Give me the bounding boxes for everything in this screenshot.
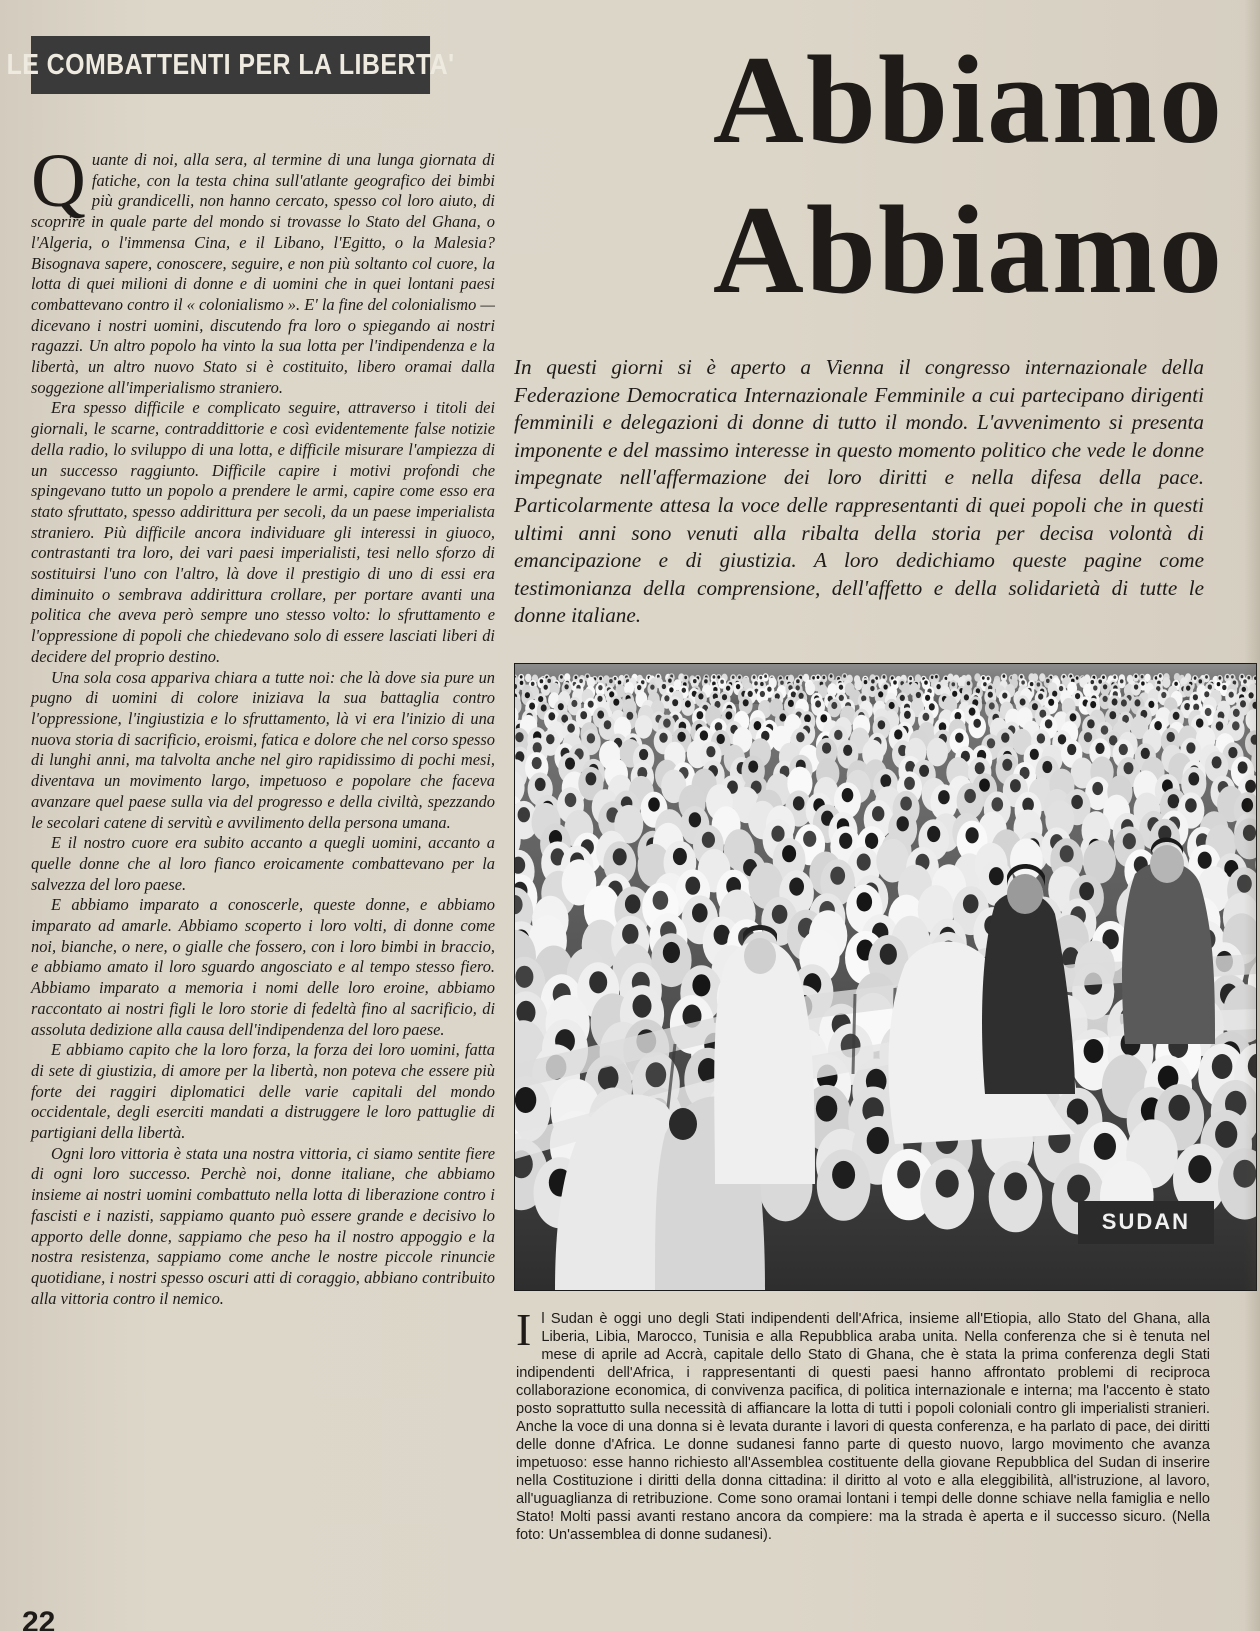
photo-caption [516,1304,1210,1544]
article-paragraph-1: Quante di noi, alla sera, al termine di una lunga giornata di fatiche, con la testa china sull'atlante geografico dei bimbi più grandicelli, non hanno cercato, spesso col loro aiuto, di scoprire in quale parte del mondo si trovasse lo Stato del Ghana, o l'Algeria, o l'immensa Cina, e il Libano, l'Egitto, o la Malesia? Bisognava sapere, conoscere, seguire, e non più soltanto col cuore, la lotta di quei milioni di donne e di uomini che in quei lontani paesi combattevano contro il « colonialismo ». E' la fine del colonialismo — dicevano i nostri uomini, discutendo fra loro o spiegando ai nostri ragazzi. Un altro popolo ha vinto la sua lotta per l'indipendenza e la libertà, un altro nuovo Stato si è costituito, libero oramai dalla soggezione all'imperialismo straniero. [31,139,495,397]
page-edge-shadow [1244,0,1260,1631]
sudan-assembly-photo [514,663,1257,1291]
article-paragraph-4: E il nostro cuore era subito accanto a quegli uomini, accanto a quelle donne che al loro fianco eroicamente combattevano per la salvezza del loro paese. [31,833,495,894]
article-paragraph-3: Una sola cosa appariva chiara a tutte noi: che là dove sia pure un pugno di uomini di colore iniziava la sua battaglia contro l'oppressione, l'ingiustizia e lo sfruttamento, là vi era l'inizio di una nuova storia di sacrificio, eroismi, fatica e dolore che nel corso spesso di lunghi anni, ma talvolta anche nel giro rapidissimo di pochi mesi, diventava un movimento largo, impetuoso e popolare che faceva avanzare quel paese sulla via del progresso e della civiltà, spezzando le secolari catene di servitù e avvilimento della persona umana. [31,667,495,832]
intro-paragraph: In questi giorni si è aperto a Vienna il congresso internazionale della Federazione Democratica Internazionale Femminile a cui partecipano dirigenti femminili e delegazioni di donne di tutto il mondo. L'avvenimento si presenta imponente e del massimo interesse in questo momento politico che vede le donne impegnate nell'affermazione dei loro diritti e nella difesa della pace. Particolarmente attesa la voce delle rappresentanti di quei popoli che in questi ultimi anni sono venuti alla ribalta della storia per decisa volontà di emancipazione e di giustizia. A loro dedichiamo queste pagine come testimonianza della comprensione, dell'affetto e della solidarietà di tutte le donne italiane. [514,355,1204,628]
section-label: LE COMBATTENTI PER LA LIBERTA' [31,36,430,94]
article-paragraph-2: Era spesso difficile e complicato seguire, attraverso i titoli dei giornali, le scarne, contraddittorie e così evidentemente false notizie della radio, lo sviluppo di una lotta, e difficile misurare l'ampiezza di un successo raggiunto. Difficile capire i motivi profondi che spingevano tutto un popolo a prendere le armi, capire come esso era stato sfruttato, spesso addirittura per secoli, da un paese imperialista straniero. Più difficile ancora individuare gli interessi in giuoco, contrastanti tra loro, dei vari paesi imperialisti, tesi nello sforzo di sostituirsi l'uno con l'altro, là dove il prestigio di uno di essi era diminuito o sembrava addirittura crollare, per portare avanti una politica che aveva però sempre uno stesso volto: lo sfruttamento e l'oppressione di popoli che chiedevano solo di essere lasciati liberi di decidere del proprio destino. [31,398,495,666]
article-paragraph-5: E abbiamo imparato a conoscerle, queste donne, e abbiamo imparato ad amarle. Abbiamo scoperto i loro volti, di donne come noi, bianche, o nere, o gialle che fossero, con i loro bimbi in braccio, e abbiamo amato il loro sguardo angosciato e al tempo stesso fiero. Abbiamo imparato a memoria i nomi delle loro eroine, abbiamo raccontato ai nostri figli le loro storie di fedeltà fino al sacrificio, di assoluta dedizione alla causa dell'indipendenza del loro paese. [31,895,495,1039]
caption-text: l Sudan è oggi uno degli Stati indipendenti dell'Africa, insieme all'Etiopia, allo Stato del Ghana, alla Liberia, Libia, Marocco, Tunisia e alla Repubblica araba unita. Nella conferenza che si è tenuta nel mese di aprile ad Accrà, capitale dello Stato di Ghana, che è stata la prima conferenza degli Stati indipendenti dell'Africa, i rappresentanti di questi paesi hanno affrontato problemi di reciproca collaborazione economica, di convivenza pacifica, di politica internazionale e interna; ma l'accento è stato posto soprattutto sulla necessità di affiancare la lotta di tutti i popoli coloniali contro gli imperialisti stranieri. Anche la voce di una donna si è levata durante i lavori di questa conferenza, e ha parlato di pace, dei diritti delle donne d'Africa. Le donne sudanesi fanno parte di questo nuovo, largo movimento che avanza impetuoso: esse hanno richiesto all'Assemblea costituente della giovane Repubblica del Sudan di inserire nella Costituzione i diritti della donna cittadina: il diritto al voto e alla eleggibilità, all'istruzione, al lavoro, all'uguaglianza di retribuzione. Come sono oramai lontani i tempi delle donne schiave nella famiglia e nello Stato! Molti passi avanti restano ancora da compiere: ma la strada è aperta e il successo sicuro. (Nella foto: Un'assemblea di donne sudanesi). [516,1311,1210,1543]
page-number: 22 [22,1608,56,1631]
article-dropcap: Q [31,139,86,223]
article-body [31,139,495,1590]
article-paragraph-7: Ogni loro vittoria è stata una nostra vittoria, ci siamo sentite fiere di ogni loro successo. Perchè noi, donne italiane, che abbiamo insieme ai nostri uomini combattuto nella lotta di liberazione contro i fascisti e i nazisti, sappiamo quanto può essere grande e decisivo lo apporto delle donne, sappiamo che peso ha il nostro appoggio e la nostra resistenza, sappiamo come anche le nostre piccole rinuncie quotidiane, i nostri spesso oscuri atti di coraggio, abbiano contribuito alla vittoria contro il nemico. [31,1143,495,1308]
crowd-photo-image [515,664,1256,1290]
caption-dropcap: I [516,1304,532,1355]
article-paragraph-6: E abbiamo capito che la loro forza, la forza dei loro uomini, fatta di sete di giustizia, di amore per la libertà, non poteva che essere più forte dei raggiri diplomatici delle varie capitali del mondo occidentale, degli eserciti mandati a distruggere le loro pattuglie di partigiani della libertà. [31,1040,495,1143]
headline-line-1: Abbiamo [712,31,1224,170]
country-label: SUDAN [1078,1201,1214,1244]
headline-line-2: Abbiamo [712,181,1224,320]
